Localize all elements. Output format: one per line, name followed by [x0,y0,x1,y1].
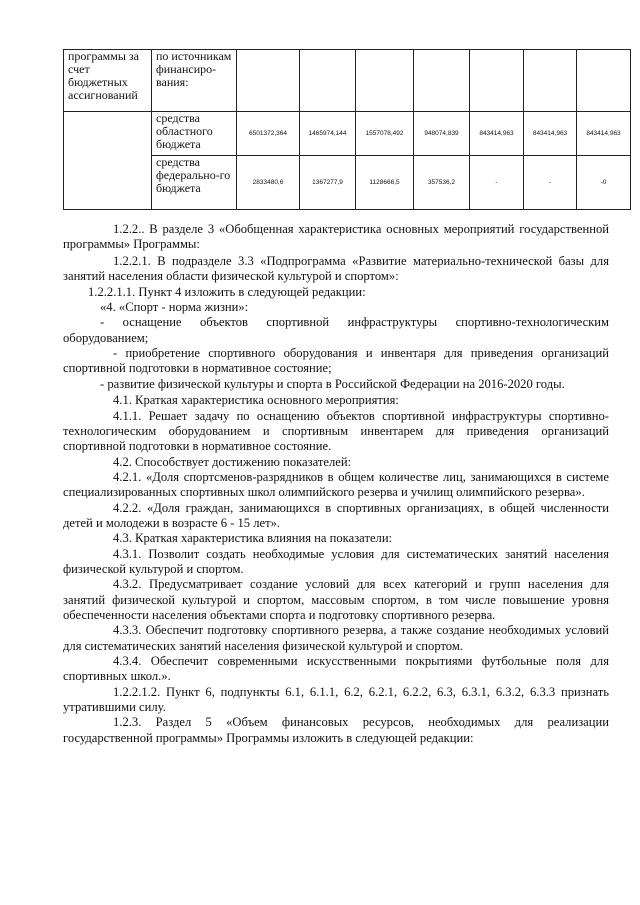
table-cell-empty [237,50,300,112]
table-cell-value: 843414,963 [524,112,577,156]
table-cell-program-label: программы за счет бюджетных ассигнований [64,50,152,112]
paragraph: - оснащение объектов спортивной инфраструктуры спортивно-технологическим оборудованием; [63,315,609,345]
table-cell-empty [356,50,414,112]
table-row [64,50,631,112]
paragraph: 4.3. Краткая характеристика влияния на показатели: [113,531,393,546]
paragraph: 4.2.2. «Доля граждан, занимающихся в спортивных организациях, в общей численности детей и молодежи в возрасте 6 - 15 лет». [63,500,609,530]
paragraph: 4.1.1. Решает задачу по оснащению объектов спортивной инфраструктуры спортивно-технологическим оборудованием и спортивным инвентарем для приведения организаций спортивной подготовки в нормативное состояние. [63,408,609,454]
financing-table [63,49,631,210]
table-cell-value: 2833480,6 [237,156,300,210]
document-body [63,222,609,746]
paragraph: 4.3.1. Позволит создать необходимые условия для систематических занятий населения физической культурой и спортом. [63,546,609,576]
table-cell-value: 843414,963 [577,112,631,156]
table-cell-value: 843414,963 [470,112,524,156]
table-cell-value: - [470,156,524,210]
table-cell-merged-empty [64,112,152,210]
paragraph: 4.2.1. «Доля спортсменов-разрядников в общем количестве лиц, занимающихся в системе специализированных спортивных школ олимпийского резерва и училищ олимпийского резерва». [63,469,609,500]
table-cell-value: 6501372,364 [237,112,300,156]
table-cell-sources-label: по источникам финансиро-вания: [152,50,237,112]
table-cell-empty [300,50,356,112]
paragraph: 4.1. Краткая характеристика основного мероприятия: [113,393,399,408]
table-cell-value: 948074,839 [414,112,470,156]
paragraph: 1.2.2.1. В подразделе 3.3 «Подпрограмма «Развитие материально-технической базы для занятий населения области физической культурой и спортом»: [63,253,609,284]
table-cell-value: 1128666,5 [356,156,414,210]
table-cell-value: 357536,2 [414,156,470,210]
table-cell-empty [470,50,524,112]
paragraph: 4.3.2. Предусматривает создание условий для всех категорий и групп населения для занятий физической культурой и спортом, массовым спортом, в том числе повышение уровня обеспеченности населения объектами спорта и подготовку спортивного резерва. [63,577,609,622]
table-cell-value: 1557078,492 [356,112,414,156]
table-cell-empty [414,50,470,112]
table-cell-federal-budget-label: средства федерально-го бюджета [152,156,237,210]
table-cell-value: -0 [577,156,631,210]
table-cell-value: 1465974,144 [300,112,356,156]
paragraph: 1.2.2.1.2. Пункт 6, подпункты 6.1, 6.1.1, 6.2, 6.2.1, 6.2.2, 6.3, 6.3.1, 6.3.2, 6.3.3 признать утратившими силу. [63,684,609,715]
table-cell-empty [524,50,577,112]
table-cell-value: 1367277,9 [300,156,356,210]
table-row [64,112,631,156]
paragraph: 1.2.2.. В разделе 3 «Обобщенная характеристика основных мероприятий государственной программы» Программы: [63,222,609,252]
paragraph: «4. «Спорт - норма жизни»: [100,299,249,314]
paragraph: 4.3.4. Обеспечит современными искусственными покрытиями футбольные поля для спортивных школ.». [63,654,609,684]
paragraph: - развитие физической культуры и спорта в Российской Федерации на 2016-2020 годы. [100,376,565,391]
table-cell-regional-budget-label: средства областного бюджета [152,112,237,156]
paragraph: 4.3.3. Обеспечит подготовку спортивного резерва, а также создание необходимых условий для систематических занятий населения физической культурой и спортом. [63,623,609,653]
table-cell-empty [577,50,631,112]
table-cell-value: - [524,156,577,210]
paragraph: 1.2.3. Раздел 5 «Объем финансовых ресурсов, необходимых для реализации государственной программы» Программы изложить в следующей редакции: [63,715,609,745]
paragraph: 4.2. Способствует достижению показателей: [113,454,352,469]
paragraph: 1.2.2.1.1. Пункт 4 изложить в следующей редакции: [88,284,366,299]
paragraph: - приобретение спортивного оборудования и инвентаря для приведения организаций спортивной подготовки в нормативное состояние; [63,345,609,376]
